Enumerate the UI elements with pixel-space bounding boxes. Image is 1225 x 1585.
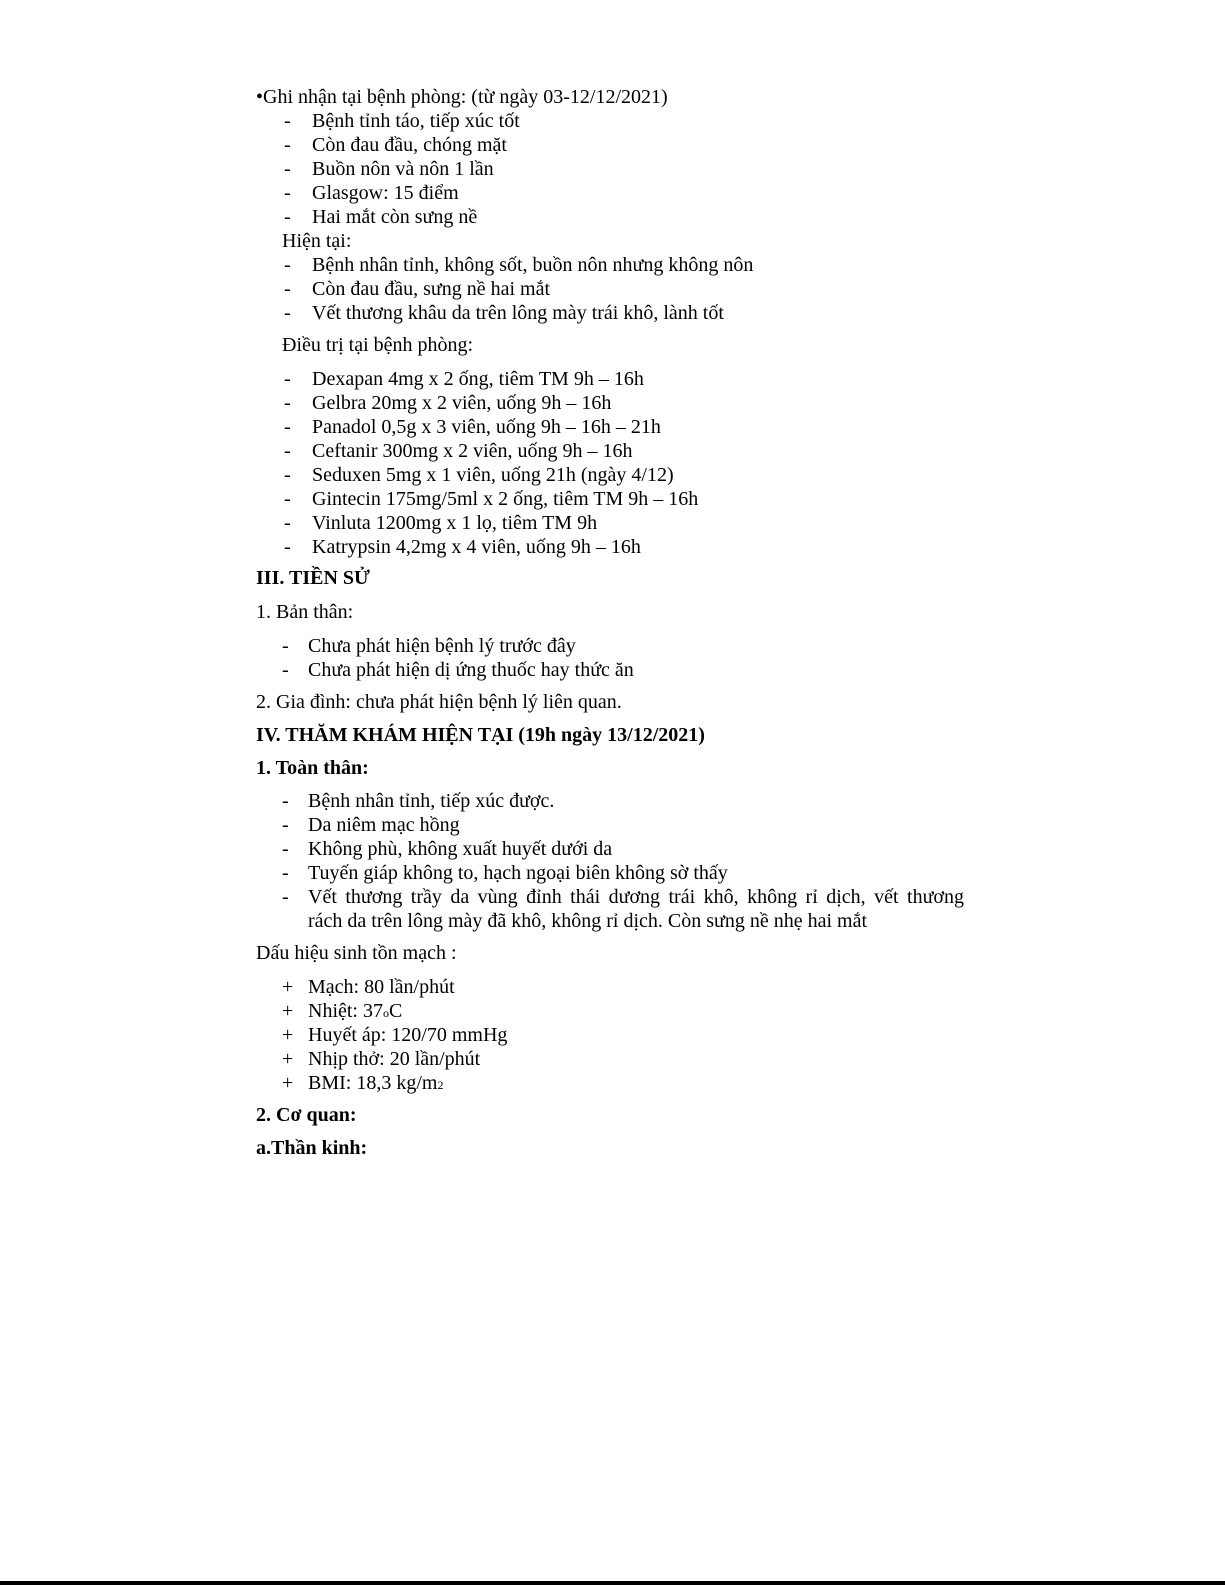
list-dash: - <box>282 838 289 860</box>
current-label: Hiện tại: <box>282 230 352 252</box>
list-item: Bệnh nhân tỉnh, không sốt, buồn nôn nhưng không nôn <box>312 254 754 276</box>
vital-temp-unit: C <box>389 1000 403 1022</box>
list-dash: - <box>282 862 289 884</box>
list-item: Bệnh tỉnh táo, tiếp xúc tốt <box>312 110 520 132</box>
list-item: Da niêm mạc hồng <box>308 814 460 836</box>
list-item: Hai mắt còn sưng nề <box>312 206 478 228</box>
list-item: Buồn nôn và nôn 1 lần <box>312 158 494 180</box>
list-dash: - <box>284 134 291 156</box>
treatment-label: Điều trị tại bệnh phòng: <box>282 334 474 356</box>
list-item: Còn đau đầu, sưng nề hai mắt <box>312 278 551 300</box>
vital-temp <box>308 999 402 1025</box>
exam-heading: IV. THĂM KHÁM HIỆN TẠI (19h ngày 13/12/2021) <box>256 724 705 746</box>
vitals-label: Dấu hiệu sinh tồn mạch : <box>256 942 457 964</box>
list-plus: + <box>282 1000 294 1022</box>
list-dash: - <box>284 392 291 414</box>
history-family: 2. Gia đình: chưa phát hiện bệnh lý liên quan. <box>256 691 622 713</box>
list-dash: - <box>284 254 291 276</box>
list-plus: + <box>282 976 294 998</box>
list-dash: - <box>284 302 291 324</box>
list-dash: - <box>282 635 289 657</box>
list-dash: - <box>282 814 289 836</box>
wound-line-2: rách da trên lông mày đã khô, không rỉ dịch. Còn sưng nề nhẹ hai mắt <box>308 910 868 932</box>
vital-temp-value: Nhiệt: 37 <box>308 1000 383 1022</box>
list-item: Vết thương khâu da trên lông mày trái khô, lành tốt <box>312 302 724 324</box>
list-dash: - <box>282 790 289 812</box>
list-item: Tuyến giáp không to, hạch ngoại biên không sờ thấy <box>308 862 728 884</box>
organs-heading: 2. Cơ quan: <box>256 1104 357 1126</box>
vital-bmi <box>308 1071 443 1097</box>
vital-bmi-exponent: 2 <box>437 1078 444 1092</box>
list-dash: - <box>284 206 291 228</box>
list-item: Không phù, không xuất huyết dưới da <box>308 838 613 860</box>
list-dash: - <box>284 278 291 300</box>
history-heading: III. TIỀN SỬ <box>256 567 370 589</box>
vital-bp: Huyết áp: 120/70 mmHg <box>308 1024 508 1046</box>
vital-bmi-value: BMI: 18,3 kg/m <box>308 1072 438 1094</box>
general-heading: 1. Toàn thân: <box>256 757 369 779</box>
list-item: Vinluta 1200mg x 1 lọ, tiêm TM 9h <box>312 512 598 534</box>
vital-pulse: Mạch: 80 lần/phút <box>308 976 455 998</box>
list-item: Katrypsin 4,2mg x 4 viên, uống 9h – 16h <box>312 536 641 558</box>
list-item: Chưa phát hiện dị ứng thuốc hay thức ăn <box>308 659 634 681</box>
list-item: Chưa phát hiện bệnh lý trước đây <box>308 635 576 657</box>
list-plus: + <box>282 1072 294 1094</box>
history-self-label: 1. Bản thân: <box>256 601 354 623</box>
list-dash: - <box>284 488 291 510</box>
list-dash: - <box>282 659 289 681</box>
page-bottom-border <box>0 1581 1225 1585</box>
list-plus: + <box>282 1048 294 1070</box>
vital-temp-degree: o <box>383 1006 389 1020</box>
list-item: Còn đau đầu, chóng mặt <box>312 134 507 156</box>
list-dash: - <box>284 158 291 180</box>
list-plus: + <box>282 1024 294 1046</box>
ward-notes-heading: •Ghi nhận tại bệnh phòng: (từ ngày 03-12/12/2021) <box>256 86 668 108</box>
list-item: Ceftanir 300mg x 2 viên, uống 9h – 16h <box>312 440 633 462</box>
list-dash: - <box>284 536 291 558</box>
list-item: Dexapan 4mg x 2 ống, tiêm TM 9h – 16h <box>312 368 644 390</box>
list-item: Gintecin 175mg/5ml x 2 ống, tiêm TM 9h – 16h <box>312 488 699 510</box>
list-item: Bệnh nhân tỉnh, tiếp xúc được. <box>308 790 555 812</box>
list-dash: - <box>282 886 289 908</box>
list-item: Glasgow: 15 điểm <box>312 182 459 204</box>
list-item: Panadol 0,5g x 3 viên, uống 9h – 16h – 21h <box>312 416 661 438</box>
list-dash: - <box>284 416 291 438</box>
neuro-heading: a.Thần kinh: <box>256 1137 368 1159</box>
list-item: Seduxen 5mg x 1 viên, uống 21h (ngày 4/12) <box>312 464 674 486</box>
vital-resp: Nhịp thở: 20 lần/phút <box>308 1048 481 1070</box>
list-dash: - <box>284 512 291 534</box>
list-dash: - <box>284 182 291 204</box>
list-dash: - <box>284 440 291 462</box>
wound-line-1: Vết thương trầy da vùng đỉnh thái dương trái khô, không rỉ dịch, vết thương <box>308 886 964 908</box>
list-dash: - <box>284 368 291 390</box>
list-dash: - <box>284 464 291 486</box>
list-item: Gelbra 20mg x 2 viên, uống 9h – 16h <box>312 392 612 414</box>
list-dash: - <box>284 110 291 132</box>
